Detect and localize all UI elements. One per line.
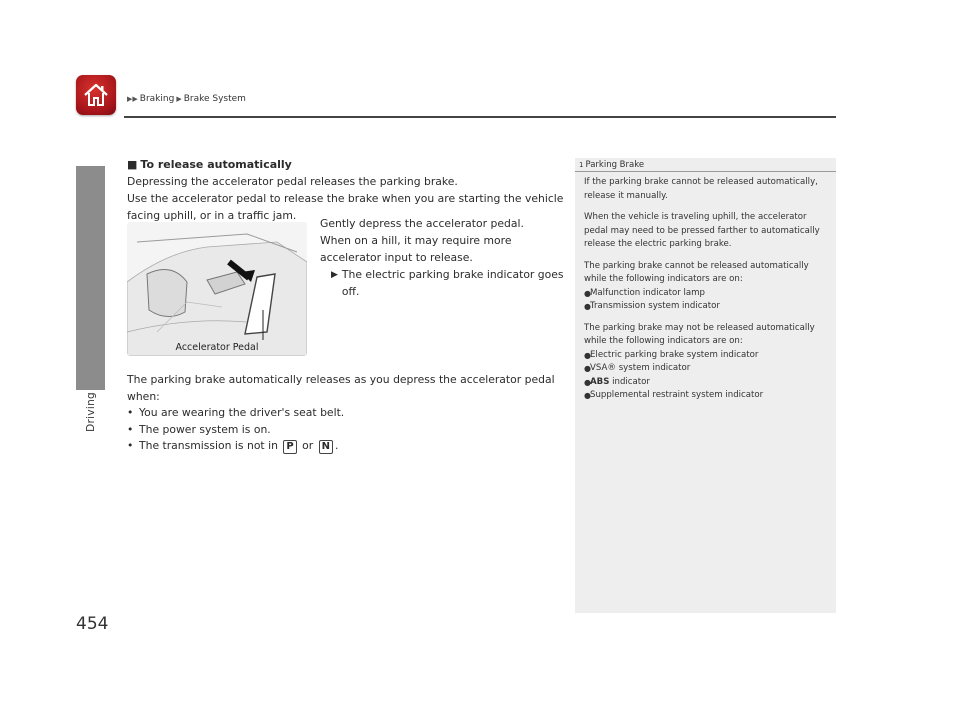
bullet-icon: ● — [584, 288, 591, 298]
paragraph: Use the accelerator pedal to release the brake when you are starting the vehicle facing uphill, or in a traffic jam. — [127, 192, 564, 222]
list-item: • The transmission is not in P or N . — [127, 438, 567, 455]
conditions-block — [127, 372, 567, 455]
list-item: ● VSA® system indicator — [584, 362, 830, 376]
list-item: ● Malfunction indicator lamp — [584, 287, 830, 301]
instruction-block — [320, 215, 565, 300]
list-item: ● ABS indicator — [584, 376, 830, 390]
instruction-line: accelerator input to release. — [320, 251, 473, 264]
page-number: 454 — [76, 614, 109, 634]
gear-p-key: P — [283, 440, 296, 454]
breadcrumb-item-braking[interactable]: Braking — [139, 94, 175, 104]
note-paragraph: The parking brake cannot be released automatically while the following indicators are on: — [584, 260, 809, 284]
list-item: • You are wearing the driver's seat belt. — [127, 405, 567, 422]
gear-n-key: N — [319, 440, 333, 454]
result-line: ▶ The electric parking brake indicator goes off. — [331, 268, 564, 298]
list-item: • The power system is on. — [127, 422, 567, 439]
note-paragraph: If the parking brake cannot be released automatically, release it manually. — [584, 177, 818, 201]
list-item: ● Supplemental restraint system indicator — [584, 389, 830, 403]
note-panel — [575, 158, 836, 613]
conditions-intro: The parking brake automatically releases as you depress the accelerator pedal when: — [127, 373, 555, 403]
list-item: ● Transmission system indicator — [584, 300, 830, 314]
note-title: 1 Parking Brake — [575, 158, 836, 172]
conditions-list — [127, 405, 567, 455]
bullet-icon: • — [127, 439, 134, 452]
home-button[interactable] — [76, 75, 116, 115]
bullet-icon: • — [127, 422, 134, 436]
note-paragraph: When the vehicle is traveling uphill, the accelerator pedal may need to be pressed farther to automatically release the electric parking brake. — [584, 212, 820, 249]
bullet-icon: ● — [584, 350, 591, 360]
breadcrumb — [127, 94, 246, 104]
note-paragraph: The parking brake may not be released automatically while the following indicators are on: — [584, 322, 815, 346]
reference-mark-icon: 1 — [579, 161, 584, 169]
bullet-icon: • — [127, 406, 134, 419]
instruction-line: When on a hill, it may require more — [320, 234, 512, 247]
chapter-label: Driving — [85, 392, 97, 432]
section-heading: ■ To release automatically — [127, 158, 292, 171]
accelerator-pedal-illustration — [127, 222, 307, 356]
square-bullet-icon: ■ — [127, 158, 138, 171]
result-arrow-icon: ▶ — [331, 270, 338, 280]
figure-label: Accelerator Pedal — [175, 342, 259, 353]
chapter-tab[interactable] — [76, 166, 105, 390]
bullet-icon: ● — [584, 302, 591, 311]
note-body — [575, 172, 836, 403]
pedal-drawing — [127, 222, 307, 356]
note-list — [584, 287, 830, 314]
main-content — [127, 156, 567, 224]
abs-label: ABS — [590, 376, 610, 387]
home-icon — [82, 81, 110, 109]
bullet-icon: ● — [584, 364, 591, 373]
breadcrumb-arrow-icon: ▶▶ — [127, 95, 138, 103]
note-list — [584, 349, 830, 403]
breadcrumb-item-brake-system[interactable]: Brake System — [183, 94, 246, 104]
bullet-icon: ● — [584, 377, 591, 387]
paragraph: Depressing the accelerator pedal releases the parking brake. — [127, 175, 458, 188]
list-item: ● Electric parking brake system indicator — [584, 349, 830, 363]
breadcrumb-arrow-icon: ▶ — [176, 95, 182, 103]
instruction-line: Gently depress the accelerator pedal. — [320, 217, 524, 230]
header-divider — [124, 116, 836, 118]
bullet-icon: ● — [584, 391, 591, 400]
